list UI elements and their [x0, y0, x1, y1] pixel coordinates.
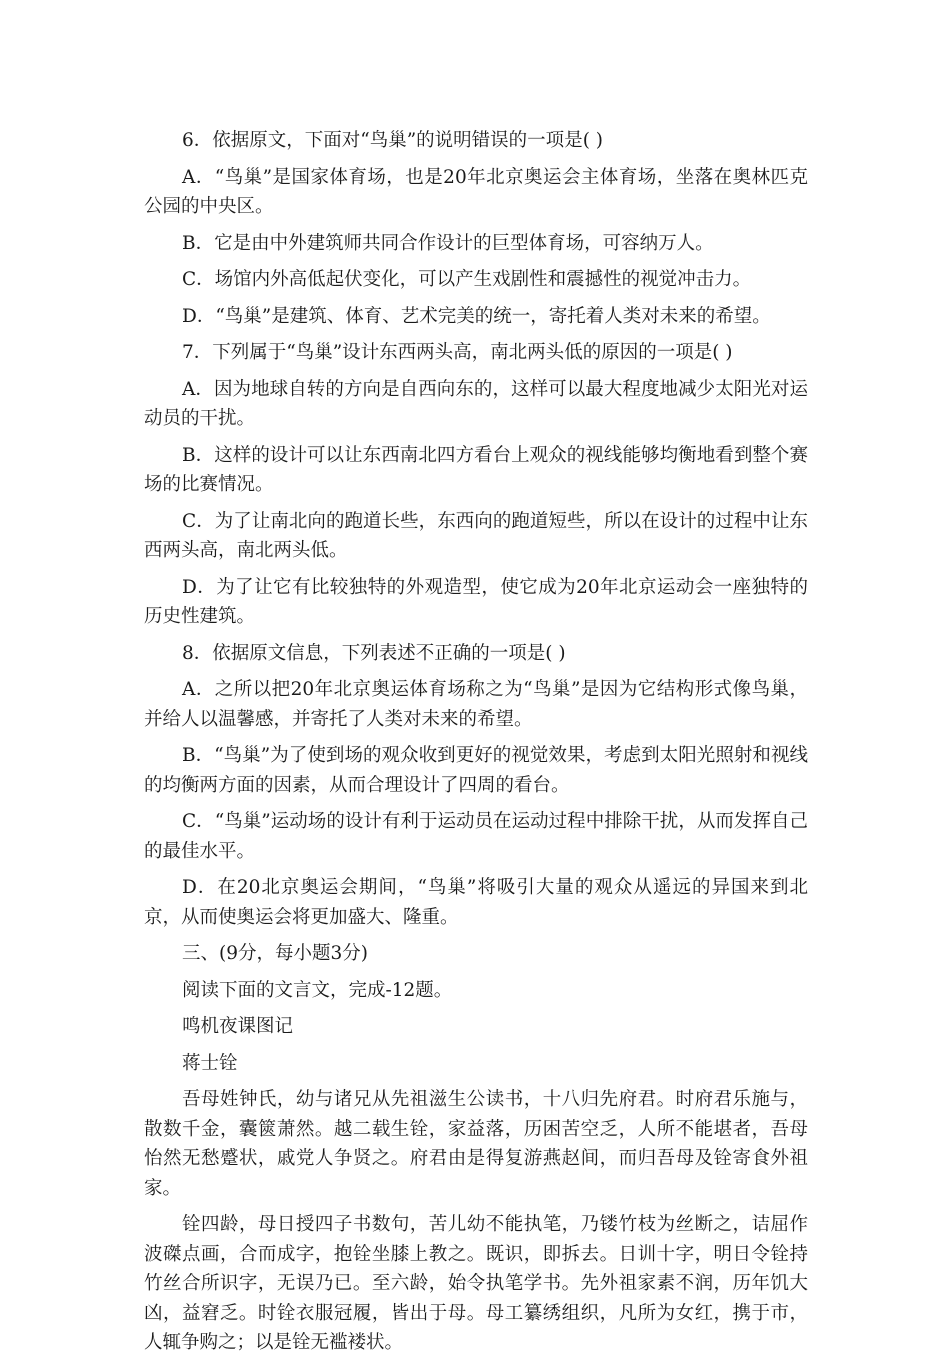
question-6-option-b: B．它是由中外建筑师共同合作设计的巨型体育场，可容纳万人。: [182, 232, 714, 254]
question-8-option-b: B．“鸟巢”为了使到场的观众收到更好的视觉效果，考虑到太阳光照射和视线的均衡两方面的因素，从而合理设计了四周的看台。: [144, 745, 808, 796]
question-8-stem: 8．依据原文信息，下列表述不正确的一项是( ): [182, 642, 566, 664]
question-6-stem: 6．依据原文，下面对“鸟巢”的说明错误的一项是( ): [182, 130, 604, 151]
passage-paragraph-1: 吾母姓钟氏，幼与诸兄从先祖滋生公读书，十八归先府君。时府君乐施与，散数千金，囊篋萧然。越二载生铨，家益落，历困苦空乏，人所不能堪者，吾母怡然无愁蹙状，戚党人争贤之。府君由是得复游燕赵间，而归吾母及铨寄食外祖家。: [144, 1089, 808, 1199]
question-7-option-d: D．为了让它有比较独特的外观造型，使它成为20年北京运动会一座独特的历史性建筑。: [144, 576, 808, 627]
reading-instruction: 阅读下面的文言文，完成-12题。: [182, 979, 453, 1001]
question-8-option-c: C．“鸟巢”运动场的设计有利于运动员在运动过程中排除干扰，从而发挥自己的最佳水平。: [144, 811, 808, 862]
question-7-option-b: B．这样的设计可以让东西南北四方看台上观众的视线能够均衡地看到整个赛场的比赛情况。: [144, 444, 808, 495]
question-7-option-c: C．为了让南北向的跑道长些，东西向的跑道短些，所以在设计的过程中让东西两头高，南北两头低。: [144, 510, 808, 561]
passage-author: 蒋士铨: [182, 1052, 238, 1074]
question-6-option-d: D．“鸟巢”是建筑、体育、艺术完美的统一，寄托着人类对未来的希望。: [182, 305, 771, 327]
passage-title: 鸣机夜课图记: [182, 1016, 294, 1037]
document-page: [144, 126, 808, 1365]
question-8-option-d: D．在20北京奥运会期间，“鸟巢”将吸引大量的观众从遥远的异国来到北京，从而使奥运会将更加盛大、隆重。: [144, 877, 808, 928]
question-7-option-a: A．因为地球自转的方向是自西向东的，这样可以最大程度地减少太阳光对运动员的干扰。: [144, 378, 808, 429]
question-6-option-a: A．“鸟巢”是国家体育场，也是20年北京奥运会主体育场，坐落在奥林匹克公园的中央区。: [144, 166, 808, 217]
question-7-stem: 7．下列属于“鸟巢”设计东西两头高，南北两头低的原因的一项是( ): [182, 342, 733, 363]
question-8-option-a: A．之所以把20年北京奥运体育场称之为“鸟巢”是因为它结构形式像鸟巢，并给人以温馨感，并寄托了人类对未来的希望。: [144, 679, 808, 730]
section-three-heading: 三、(9分，每小题3分): [182, 943, 368, 964]
passage-paragraph-2: 铨四龄，母日授四子书数句，苦儿幼不能执笔，乃镂竹枝为丝断之，诘屈作波磔点画，合而成字，抱铨坐膝上教之。既识，即拆去。日训十字，明日令铨持竹丝合所识字，无误乃已。至六龄，始令执笔学书。先外祖家素不润，历年饥大凶，益窘乏。时铨衣服冠履，皆出于母。母工纂绣组织，凡所为女红，携于市，人辄争购之；以是铨无褴褛状。: [144, 1214, 808, 1353]
question-6-option-c: C．场馆内外高低起伏变化，可以产生戏剧性和震撼性的视觉冲击力。: [182, 269, 752, 290]
